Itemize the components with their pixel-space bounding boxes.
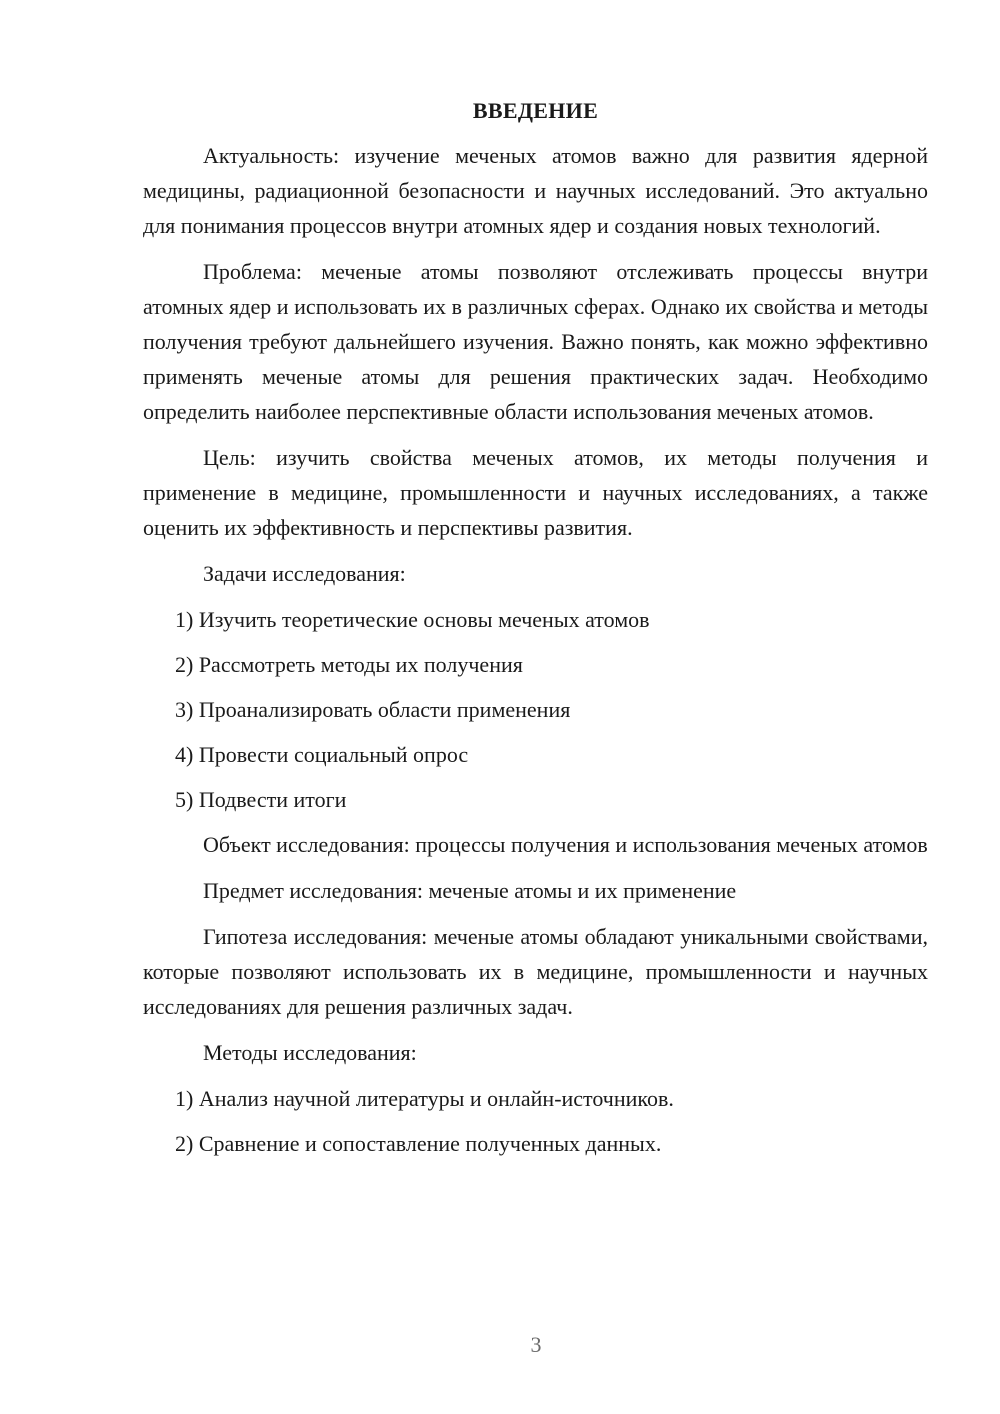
hypothesis-paragraph: Гипотеза исследования: меченые атомы обладают уникальными свойствами, которые позволяют использовать их в медицине, промышленности и научных исследованиях для решения различных задач. <box>143 924 928 1019</box>
task-item: 5) Подвести итоги <box>175 787 347 812</box>
task-item: 2) Рассмотреть методы их получения <box>175 652 523 677</box>
object-paragraph: Объект исследования: процессы получения и использования меченых атомов <box>203 832 928 857</box>
method-item: 1) Анализ научной литературы и онлайн-источников. <box>175 1086 674 1111</box>
relevance-paragraph: Актуальность: изучение меченых атомов важно для развития ядерной медицины, радиационной безопасности и научных исследований. Это актуально для понимания процессов внутри атомных ядер и создания новых технологий. <box>143 143 928 238</box>
subject-paragraph: Предмет исследования: меченые атомы и их применение <box>203 878 737 903</box>
task-item: 1) Изучить теоретические основы меченых атомов <box>175 607 650 632</box>
task-item: 4) Провести социальный опрос <box>175 742 469 767</box>
methods-label: Методы исследования: <box>203 1040 417 1065</box>
page-number: 3 <box>530 1332 542 1357</box>
problem-paragraph: Проблема: меченые атомы позволяют отслеживать процессы внутри атомных ядер и использовать их в различных сферах. Однако их свойства и методы получения требуют дальнейшего изучения. Важно понять, как можно эффективно применять меченые атомы для решения практических задач. Необходимо определить наиболее перспективные области использования меченых атомов. <box>143 259 928 424</box>
method-item: 2) Сравнение и сопоставление полученных данных. <box>175 1131 662 1156</box>
tasks-label: Задачи исследования: <box>203 561 406 586</box>
goal-paragraph: Цель: изучить свойства меченых атомов, их методы получения и применение в медицине, промышленности и научных исследованиях, а также оценить их эффективность и перспективы развития. <box>143 445 928 540</box>
page-content <box>143 96 928 1171</box>
task-item: 3) Проанализировать области применения <box>175 697 571 722</box>
section-title: ВВЕДЕНИЕ <box>472 98 599 123</box>
